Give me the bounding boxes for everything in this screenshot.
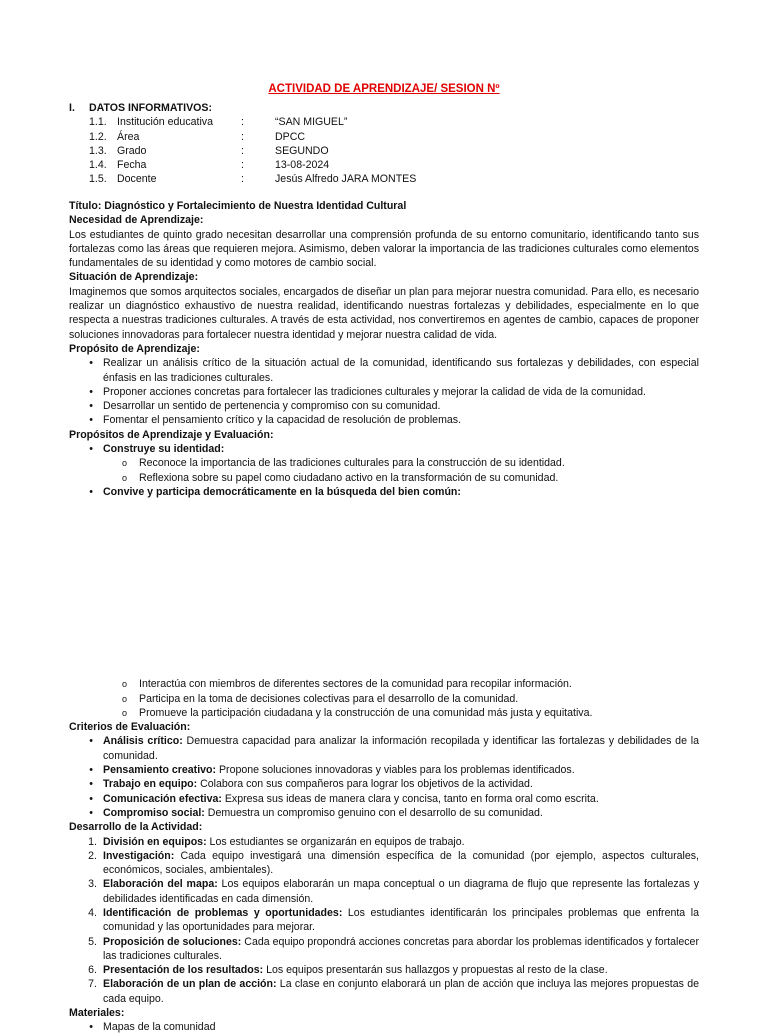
step-text (103, 835, 699, 849)
criterio-description: Propone soluciones innovadoras y viables para los problemas identificados. (216, 764, 575, 777)
proposito-list (69, 356, 699, 427)
page-gap (69, 499, 699, 677)
document-title: ACTIVIDAD DE APRENDIZAJE/ SESION Nº (268, 83, 500, 95)
criterio-label: Compromiso social: (103, 806, 205, 819)
info-row (69, 144, 709, 158)
bullet-marker: • (89, 357, 93, 370)
list-item-text: Desarrollar un sentido de pertenencia y compromiso con su comunidad. (103, 400, 441, 413)
bullet-marker: • (89, 806, 93, 819)
info-row (69, 130, 709, 144)
sub-list-item (69, 692, 699, 706)
step-label: Elaboración de un plan de acción: (103, 978, 277, 991)
info-number: 1.4. (89, 159, 107, 172)
step-text (103, 849, 699, 878)
criterio-item (69, 806, 699, 820)
step-number: 4. (88, 906, 97, 919)
competencia-2 (69, 485, 699, 499)
criterio-description: Demuestra un compromiso genuino con el desarrollo de su comunidad. (204, 806, 543, 819)
section-number: I. (69, 102, 75, 114)
criterio-description: Colabora con sus compañeros para lograr los objetivos de la actividad. (197, 778, 533, 791)
sub-list-item (69, 706, 699, 720)
proposito-heading: Propósito de Aprendizaje: (69, 342, 200, 355)
sub-list-item (69, 677, 699, 691)
step-label: Investigación: (103, 849, 175, 862)
step-label: Presentación de los resultados: (103, 964, 264, 977)
sub-list-item (69, 471, 699, 485)
step-number: 3. (88, 878, 97, 891)
step-number: 5. (88, 935, 97, 948)
info-number: 1.3. (89, 144, 107, 157)
bullet-marker: • (89, 1021, 93, 1034)
info-colon: : (241, 130, 244, 143)
info-colon: : (241, 173, 244, 186)
list-item (69, 385, 699, 399)
list-item-text: Realizar un análisis crítico de la situación actual de la comunidad, identificando sus fortalezas y debilidades, con especial énfasis en las tradiciones culturales. (103, 357, 699, 384)
desarrollo-step (69, 877, 699, 906)
step-text (103, 935, 699, 964)
step-description: Los estudiantes identificarán los principales problemas que enfrenta la comunidad y las oportunidades para mejorar. (103, 906, 699, 934)
circle-marker: o (121, 458, 127, 469)
titulo: Título: Diagnóstico y Fortalecimiento de Nuestra Identidad Cultural (69, 200, 407, 212)
bullet-marker: • (89, 443, 93, 456)
competencia-1 (69, 442, 699, 456)
step-description: La clase en conjunto elaborará un plan de acción que incluya las mejores propuestas de cada equipo. (103, 978, 699, 1005)
criterio-text (103, 792, 699, 806)
info-label: Área (117, 130, 140, 143)
info-label: Docente (117, 173, 157, 186)
desarrollo-step (69, 963, 699, 977)
step-number: 2. (88, 849, 97, 862)
info-colon: : (241, 144, 244, 157)
info-value: DPCC (275, 130, 306, 143)
step-description: Cada equipo propondrá acciones concretas para abordar los problemas identificados y fortalecer las tradiciones culturales. (103, 935, 699, 962)
necesidad-text: Los estudiantes de quinto grado necesitan desarrollar una comprensión profunda de su entorno comunitario, identificando tanto sus fortalezas como las áreas que requieren mejora. Asimismo, deben valorar la importancia de las tradiciones culturales como elementos fundamentales de su identidad y como motores de cambio social. (69, 228, 699, 270)
step-label: Proposición de soluciones: (103, 935, 242, 948)
criterio-item (69, 777, 699, 791)
step-label: Identificación de problemas y oportunidades: (103, 906, 343, 919)
sub-list-item-text: Participa en la toma de decisiones colectivas para el desarrollo de la comunidad. (139, 692, 519, 705)
step-label: Elaboración del mapa: (103, 878, 218, 891)
criterio-description: Demuestra capacidad para analizar la información recopilada y identificar las fortalezas y debilidades de la comunidad. (103, 735, 700, 762)
step-description: Los equipos elaborarán un mapa conceptual o un diagrama de flujo que represente las fortalezas y debilidades identificadas en cada dimensión. (103, 878, 700, 905)
step-text (103, 906, 699, 935)
info-label: Grado (117, 144, 147, 157)
circle-marker: o (121, 679, 127, 690)
propositos-eval-heading: Propósitos de Aprendizaje y Evaluación: (69, 428, 274, 441)
step-description: Los equipos presentarán sus hallazgos y propuestas al resto de la clase. (263, 964, 608, 977)
criterio-label: Trabajo en equipo: (103, 778, 198, 791)
info-colon: : (241, 159, 244, 172)
step-text (103, 877, 699, 906)
info-label: Institución educativa (117, 116, 213, 129)
sub-list-item (69, 456, 699, 470)
document-body (69, 199, 699, 1035)
desarrollo-step (69, 906, 699, 935)
competencia-2-label: Convive y participa democráticamente en la búsqueda del bien común: (103, 485, 461, 498)
material-text: Mapas de la comunidad (103, 1021, 216, 1034)
info-row (69, 158, 709, 172)
desarrollo-step (69, 849, 699, 878)
info-value: Jesús Alfredo JARA MONTES (275, 173, 417, 186)
step-number: 7. (88, 978, 97, 991)
info-number: 1.5. (89, 173, 107, 186)
bullet-marker: • (89, 764, 93, 777)
criterios-heading: Criterios de Evaluación: (69, 721, 191, 734)
criterio-description: Expresa sus ideas de manera clara y concisa, tanto en forma oral como escrita. (221, 792, 599, 805)
info-number: 1.2. (89, 130, 107, 143)
criterio-label: Pensamiento creativo: (103, 764, 217, 777)
list-item-text: Fomentar el pensamiento crítico y la capacidad de resolución de problemas. (103, 414, 462, 427)
necesidad-heading: Necesidad de Aprendizaje: (69, 214, 204, 227)
info-label: Fecha (117, 159, 147, 172)
list-item (69, 399, 699, 413)
step-label: División en equipos: (103, 835, 207, 848)
list-item (69, 413, 699, 427)
criterio-text (103, 734, 699, 763)
bullet-marker: • (89, 400, 93, 413)
info-value: “SAN MIGUEL” (275, 116, 348, 129)
bullet-marker: • (89, 485, 93, 498)
datos-informativos (69, 101, 709, 187)
criterio-item (69, 763, 699, 777)
criterio-text (103, 763, 699, 777)
bullet-marker: • (89, 778, 93, 791)
info-value: 13-08-2024 (275, 159, 330, 172)
datos-heading (69, 101, 709, 115)
competencia-1-label: Construye su identidad: (103, 443, 225, 456)
info-value: SEGUNDO (275, 144, 329, 157)
bullet-marker: • (89, 735, 93, 748)
circle-marker: o (121, 707, 127, 718)
step-description: Cada equipo investigará una dimensión específica de la comunidad (por ejemplo, aspectos culturales, económicos, sociales, ambientales). (103, 849, 699, 877)
sub-list-item-text: Interactúa con miembros de diferentes sectores de la comunidad para recopilar información. (139, 678, 572, 691)
list-item-text: Proponer acciones concretas para fortalecer las tradiciones culturales y mejorar la calidad de vida de la comunidad. (103, 385, 646, 398)
criterio-item (69, 792, 699, 806)
criterio-item (69, 734, 699, 763)
desarrollo-step (69, 835, 699, 849)
material-item (69, 1020, 699, 1034)
criterio-label: Análisis crítico: (103, 735, 183, 748)
sub-list-item-text: Promueve la participación ciudadana y la construcción de una comunidad más justa y equitativa. (139, 706, 593, 719)
step-text (103, 963, 699, 977)
info-colon: : (241, 116, 244, 129)
bullet-marker: • (89, 385, 93, 398)
situacion-text: Imaginemos que somos arquitectos sociales, encargados de diseñar un plan para mejorar nuestra comunidad. Para ello, es necesario realizar un diagnóstico exhaustivo de nuestra realidad, identificando nuestras fortalezas y debilidades, especialmente en lo que respecta a nuestras tradiciones culturales. A través de esta actividad, nos convertiremos en agentes de cambio, capaces de proponer soluciones innovadoras para fortalecer nuestra identidad y mejorar nuestra calidad de vida. (69, 285, 699, 341)
circle-marker: o (121, 472, 127, 483)
info-row (69, 115, 709, 129)
section-heading: DATOS INFORMATIVOS: (89, 102, 213, 114)
circle-marker: o (121, 693, 127, 704)
sub-list-item-text: Reflexiona sobre su papel como ciudadano activo en la transformación de su comunidad. (139, 471, 559, 484)
step-number: 1. (88, 835, 97, 848)
situacion-heading: Situación de Aprendizaje: (69, 271, 199, 284)
desarrollo-step (69, 977, 699, 1006)
desarrollo-step (69, 935, 699, 964)
list-item (69, 356, 699, 385)
criterio-text (103, 777, 699, 791)
bullet-marker: • (89, 792, 93, 805)
materiales-heading: Materiales: (69, 1007, 125, 1020)
desarrollo-heading: Desarrollo de la Actividad: (69, 821, 203, 834)
step-text (103, 977, 699, 1006)
criterio-text (103, 806, 699, 820)
sub-list-item-text: Reconoce la importancia de las tradiciones culturales para la construcción de su identidad. (139, 457, 565, 470)
criterio-label: Comunicación efectiva: (103, 792, 222, 805)
info-number: 1.1. (89, 116, 107, 129)
step-description: Los estudiantes se organizarán en equipos de trabajo. (206, 835, 465, 848)
bullet-marker: • (89, 414, 93, 427)
step-number: 6. (88, 964, 97, 977)
info-row (69, 172, 709, 186)
